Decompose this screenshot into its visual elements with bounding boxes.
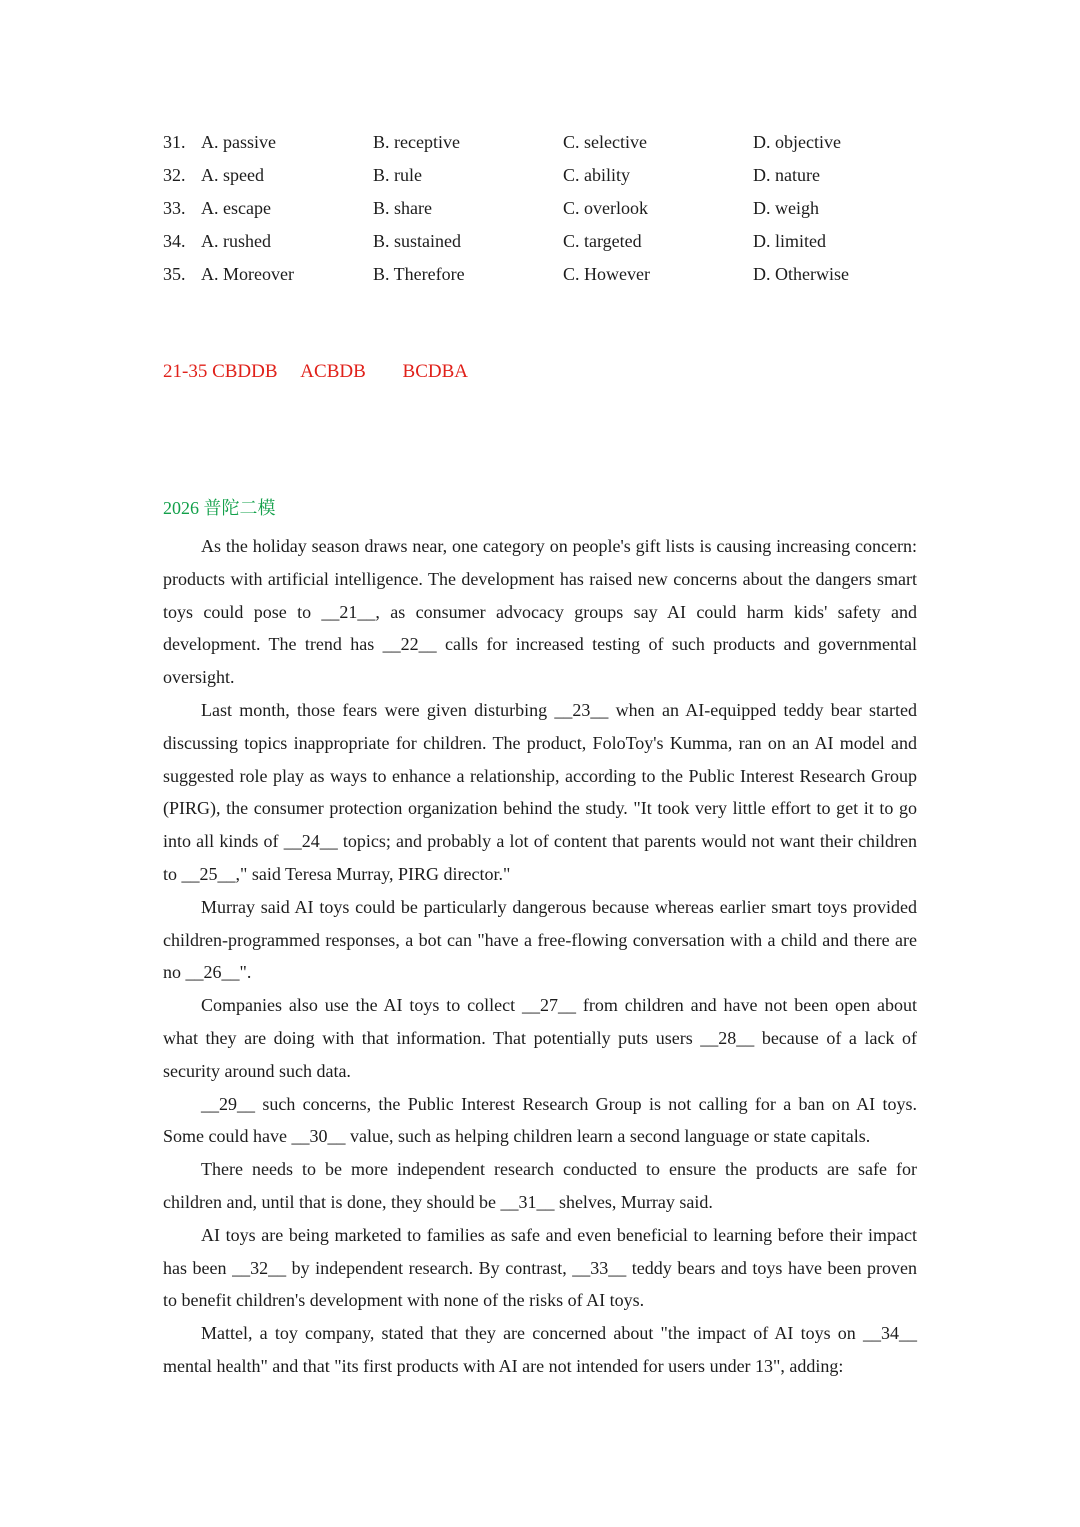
option-b: B. receptive <box>373 132 460 152</box>
option-b: B. Therefore <box>373 264 465 284</box>
question-number: 33. <box>163 198 186 218</box>
option-d: D. limited <box>753 231 826 251</box>
option-c: C. selective <box>563 132 647 152</box>
paragraph: Companies also use the AI toys to collect __27__ from children and have not been open about what they are doing with that information. That potentially puts users __28__ because of a lack of security around such data. <box>163 995 917 1081</box>
option-c: C. overlook <box>563 198 648 218</box>
options-table <box>163 126 923 291</box>
question-number: 32. <box>163 165 186 185</box>
option-b: B. rule <box>373 165 422 185</box>
option-a: A. escape <box>201 198 271 218</box>
option-a: A. speed <box>201 165 264 185</box>
question-number: 34. <box>163 231 186 251</box>
paragraph: As the holiday season draws near, one category on people's gift lists is causing increasing concern: products with artificial intelligence. The development has raised new concerns about the dangers smart toys could pose to __21__, as consumer advocacy groups say AI could harm kids' safety and development. The trend has __22__ calls for increased testing of such products and governmental oversight. <box>163 536 917 688</box>
answer-group-1: 21-35 CBDDB <box>163 361 278 382</box>
option-b: B. sustained <box>373 231 461 251</box>
section-title: 2026 普陀二模 <box>163 498 276 518</box>
cloze-passage <box>163 530 917 1383</box>
paragraph: Last month, those fears were given disturbing __23__ when an AI-equipped teddy bear started discussing topics inappropriate for children. The product, FoloToy's Kumma, ran on an AI model and suggested role play as ways to enhance a relationship, according to the Public Interest Research Group (PIRG), the consumer protection organization behind the study. "It took very little effort to get it to go into all kinds of __24__ topics; and probably a lot of content that parents would not want their children to __25__," said Teresa Murray, PIRG director." <box>163 699 917 884</box>
option-d: D. nature <box>753 165 820 185</box>
option-row-33 <box>163 192 923 225</box>
option-d: D. Otherwise <box>753 264 849 284</box>
option-d: D. objective <box>753 132 841 152</box>
paragraph: AI toys are being marketed to families as safe and even beneficial to learning before their impact has been __32__ by independent research. By contrast, __33__ teddy bears and toys have been proven to benefit children's development with none of the risks of AI toys. <box>163 1224 917 1311</box>
option-row-34 <box>163 225 923 258</box>
option-d: D. weigh <box>753 198 819 218</box>
option-c: C. However <box>563 264 650 284</box>
option-c: C. ability <box>563 165 630 185</box>
paragraph: Murray said AI toys could be particularly dangerous because whereas earlier smart toys provided children-programmed responses, a bot can "have a free-flowing conversation with a child and there are no __26__". <box>163 896 917 983</box>
option-row-32 <box>163 159 923 192</box>
answer-key <box>163 358 468 386</box>
option-row-31 <box>163 126 923 159</box>
option-a: A. rushed <box>201 231 271 251</box>
option-b: B. share <box>373 198 432 218</box>
question-number: 35. <box>163 264 186 284</box>
paragraph: There needs to be more independent research conducted to ensure the products are safe for children and, until that is done, they should be __31__ shelves, Murray said. <box>163 1159 917 1212</box>
paragraph: Mattel, a toy company, stated that they are concerned about "the impact of AI toys on __34__ mental health" and that "its first products with AI are not intended for users under 13", adding: <box>163 1323 917 1376</box>
option-a: A. passive <box>201 132 276 152</box>
question-number: 31. <box>163 132 186 152</box>
answer-group-2: ACBDB <box>300 361 366 382</box>
option-c: C. targeted <box>563 231 642 251</box>
option-row-35 <box>163 258 923 291</box>
option-a: A. Moreover <box>201 264 294 284</box>
paragraph: __29__ such concerns, the Public Interest Research Group is not calling for a ban on AI toys. Some could have __30__ value, such as helping children learn a second language or state capitals. <box>163 1093 917 1147</box>
answer-group-3: BCDBA <box>402 361 468 382</box>
